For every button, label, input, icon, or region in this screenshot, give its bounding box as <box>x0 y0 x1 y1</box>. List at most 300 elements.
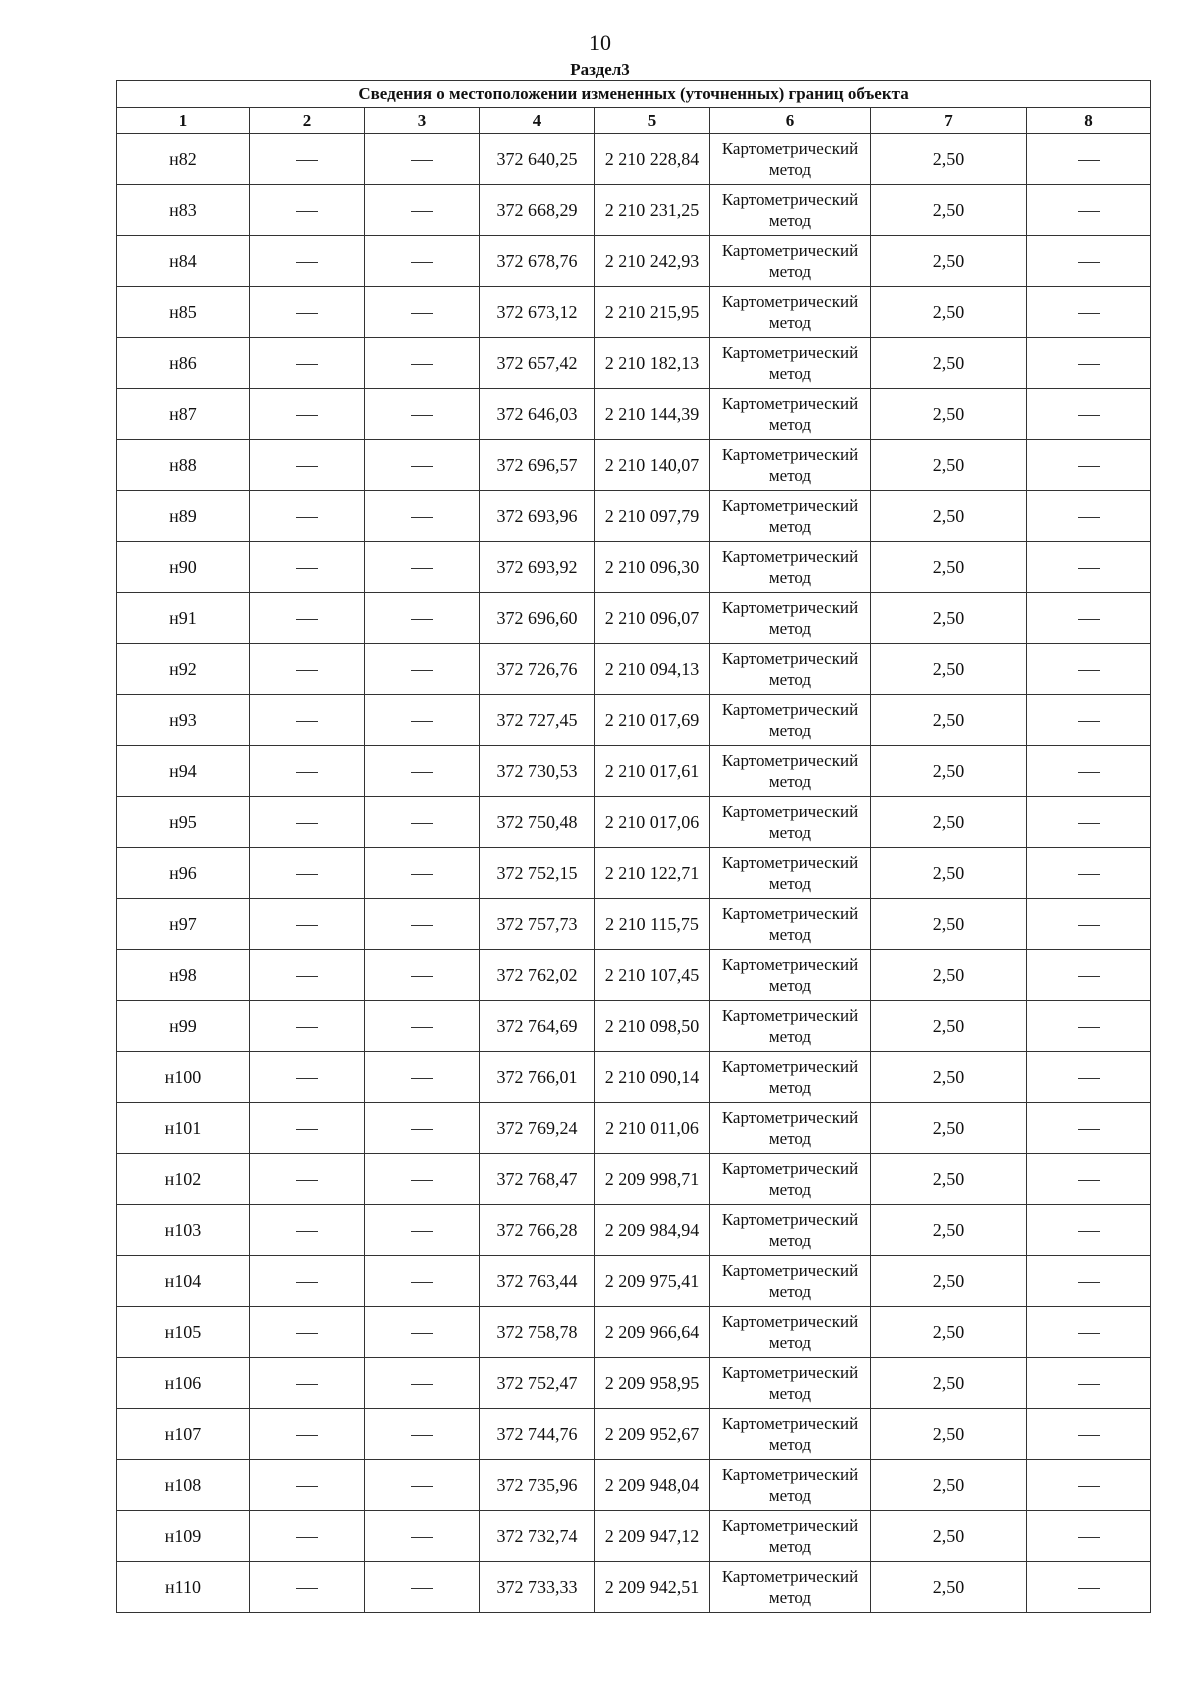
dash-mark <box>296 1078 318 1079</box>
empty-cell <box>1027 1358 1151 1409</box>
table-row <box>117 899 1151 950</box>
empty-cell <box>1027 1052 1151 1103</box>
boundary-coordinates-table <box>116 80 1151 1613</box>
x-coordinate: 372 693,92 <box>480 542 595 593</box>
x-coordinate: 372 744,76 <box>480 1409 595 1460</box>
empty-cell <box>365 950 480 1001</box>
x-coordinate: 372 733,33 <box>480 1562 595 1613</box>
empty-cell <box>1027 899 1151 950</box>
accuracy-value: 2,50 <box>871 440 1027 491</box>
x-coordinate: 372 640,25 <box>480 134 595 185</box>
y-coordinate: 2 210 144,39 <box>595 389 710 440</box>
empty-cell <box>365 848 480 899</box>
determination-method: Картометрический метод <box>710 950 871 1001</box>
empty-cell <box>250 1001 365 1052</box>
determination-method: Картометрический метод <box>710 1511 871 1562</box>
table-row <box>117 338 1151 389</box>
empty-cell <box>1027 1460 1151 1511</box>
empty-cell <box>1027 389 1151 440</box>
dash-mark <box>1078 211 1100 212</box>
point-name: н104 <box>117 1256 250 1307</box>
point-name: н89 <box>117 491 250 542</box>
determination-method: Картометрический метод <box>710 1409 871 1460</box>
dash-mark <box>411 1537 433 1538</box>
point-name: н107 <box>117 1409 250 1460</box>
dash-mark <box>296 466 318 467</box>
empty-cell <box>250 746 365 797</box>
empty-cell <box>250 899 365 950</box>
x-coordinate: 372 657,42 <box>480 338 595 389</box>
dash-mark <box>1078 823 1100 824</box>
determination-method: Картометрический метод <box>710 389 871 440</box>
dash-mark <box>296 415 318 416</box>
table-row <box>117 644 1151 695</box>
dash-mark <box>411 772 433 773</box>
accuracy-value: 2,50 <box>871 389 1027 440</box>
x-coordinate: 372 668,29 <box>480 185 595 236</box>
point-name: н109 <box>117 1511 250 1562</box>
dash-mark <box>296 619 318 620</box>
empty-cell <box>1027 797 1151 848</box>
accuracy-value: 2,50 <box>871 1358 1027 1409</box>
dash-mark <box>1078 976 1100 977</box>
table-row <box>117 593 1151 644</box>
dash-mark <box>411 1129 433 1130</box>
dash-mark <box>1078 1027 1100 1028</box>
dash-mark <box>1078 1180 1100 1181</box>
dash-mark <box>411 1435 433 1436</box>
dash-mark <box>296 1027 318 1028</box>
dash-mark <box>1078 1231 1100 1232</box>
point-name: н100 <box>117 1052 250 1103</box>
x-coordinate: 372 726,76 <box>480 644 595 695</box>
y-coordinate: 2 209 952,67 <box>595 1409 710 1460</box>
dash-mark <box>1078 415 1100 416</box>
table-row <box>117 1052 1151 1103</box>
empty-cell <box>365 746 480 797</box>
dash-mark <box>411 619 433 620</box>
x-coordinate: 372 727,45 <box>480 695 595 746</box>
y-coordinate: 2 209 998,71 <box>595 1154 710 1205</box>
table-row <box>117 389 1151 440</box>
dash-mark <box>296 1588 318 1589</box>
table-row <box>117 1307 1151 1358</box>
determination-method: Картометрический метод <box>710 797 871 848</box>
empty-cell <box>1027 1256 1151 1307</box>
dash-mark <box>296 1282 318 1283</box>
empty-cell <box>365 899 480 950</box>
point-name: н101 <box>117 1103 250 1154</box>
accuracy-value: 2,50 <box>871 134 1027 185</box>
empty-cell <box>250 695 365 746</box>
x-coordinate: 372 758,78 <box>480 1307 595 1358</box>
determination-method: Картометрический метод <box>710 287 871 338</box>
dash-mark <box>1078 1129 1100 1130</box>
x-coordinate: 372 678,76 <box>480 236 595 287</box>
empty-cell <box>250 1052 365 1103</box>
y-coordinate: 2 210 017,61 <box>595 746 710 797</box>
determination-method: Картометрический метод <box>710 848 871 899</box>
empty-cell <box>250 1358 365 1409</box>
determination-method: Картометрический метод <box>710 542 871 593</box>
table-row <box>117 1511 1151 1562</box>
dash-mark <box>1078 568 1100 569</box>
determination-method: Картометрический метод <box>710 1307 871 1358</box>
empty-cell <box>250 1256 365 1307</box>
y-coordinate: 2 210 096,07 <box>595 593 710 644</box>
empty-cell <box>1027 950 1151 1001</box>
dash-mark <box>296 1384 318 1385</box>
dash-mark <box>1078 772 1100 773</box>
x-coordinate: 372 693,96 <box>480 491 595 542</box>
accuracy-value: 2,50 <box>871 287 1027 338</box>
empty-cell <box>365 1358 480 1409</box>
empty-cell <box>250 134 365 185</box>
dash-mark <box>411 415 433 416</box>
dash-mark <box>1078 313 1100 314</box>
dash-mark <box>411 466 433 467</box>
empty-cell <box>365 1409 480 1460</box>
determination-method: Картометрический метод <box>710 491 871 542</box>
y-coordinate: 2 210 182,13 <box>595 338 710 389</box>
accuracy-value: 2,50 <box>871 797 1027 848</box>
point-name: н110 <box>117 1562 250 1613</box>
table-row <box>117 1154 1151 1205</box>
dash-mark <box>1078 1588 1100 1589</box>
determination-method: Картометрический метод <box>710 1256 871 1307</box>
x-coordinate: 372 764,69 <box>480 1001 595 1052</box>
empty-cell <box>1027 185 1151 236</box>
dash-mark <box>1078 1282 1100 1283</box>
accuracy-value: 2,50 <box>871 1511 1027 1562</box>
empty-cell <box>365 695 480 746</box>
point-name: н91 <box>117 593 250 644</box>
determination-method: Картометрический метод <box>710 338 871 389</box>
accuracy-value: 2,50 <box>871 1307 1027 1358</box>
point-name: н92 <box>117 644 250 695</box>
x-coordinate: 372 696,60 <box>480 593 595 644</box>
empty-cell <box>250 287 365 338</box>
determination-method: Картометрический метод <box>710 1460 871 1511</box>
empty-cell <box>250 1460 365 1511</box>
empty-cell <box>365 1154 480 1205</box>
empty-cell <box>1027 542 1151 593</box>
accuracy-value: 2,50 <box>871 1562 1027 1613</box>
empty-cell <box>365 1511 480 1562</box>
empty-cell <box>1027 1562 1151 1613</box>
empty-cell <box>365 1103 480 1154</box>
table-row <box>117 1205 1151 1256</box>
y-coordinate: 2 209 984,94 <box>595 1205 710 1256</box>
empty-cell <box>365 542 480 593</box>
accuracy-value: 2,50 <box>871 695 1027 746</box>
accuracy-value: 2,50 <box>871 1103 1027 1154</box>
dash-mark <box>1078 160 1100 161</box>
empty-cell <box>250 1511 365 1562</box>
dash-mark <box>411 517 433 518</box>
dash-mark <box>1078 262 1100 263</box>
dash-mark <box>296 772 318 773</box>
empty-cell <box>250 1103 365 1154</box>
empty-cell <box>365 797 480 848</box>
empty-cell <box>365 1052 480 1103</box>
empty-cell <box>365 440 480 491</box>
x-coordinate: 372 735,96 <box>480 1460 595 1511</box>
y-coordinate: 2 210 011,06 <box>595 1103 710 1154</box>
table-row <box>117 1103 1151 1154</box>
dash-mark <box>296 517 318 518</box>
accuracy-value: 2,50 <box>871 1460 1027 1511</box>
empty-cell <box>1027 1511 1151 1562</box>
dash-mark <box>1078 1537 1100 1538</box>
empty-cell <box>250 1409 365 1460</box>
x-coordinate: 372 763,44 <box>480 1256 595 1307</box>
point-name: н93 <box>117 695 250 746</box>
table-row <box>117 185 1151 236</box>
y-coordinate: 2 210 140,07 <box>595 440 710 491</box>
dash-mark <box>411 823 433 824</box>
y-coordinate: 2 210 242,93 <box>595 236 710 287</box>
dash-mark <box>1078 517 1100 518</box>
y-coordinate: 2 210 090,14 <box>595 1052 710 1103</box>
dash-mark <box>296 211 318 212</box>
table-row <box>117 1256 1151 1307</box>
table-caption: Сведения о местоположении измененных (уточненных) границ объекта <box>117 81 1151 108</box>
accuracy-value: 2,50 <box>871 491 1027 542</box>
dash-mark <box>296 1129 318 1130</box>
accuracy-value: 2,50 <box>871 1154 1027 1205</box>
x-coordinate: 372 730,53 <box>480 746 595 797</box>
point-name: н82 <box>117 134 250 185</box>
dash-mark <box>296 874 318 875</box>
empty-cell <box>1027 1307 1151 1358</box>
empty-cell <box>1027 848 1151 899</box>
empty-cell <box>250 593 365 644</box>
y-coordinate: 2 210 228,84 <box>595 134 710 185</box>
column-number: 1 <box>117 108 250 134</box>
accuracy-value: 2,50 <box>871 1205 1027 1256</box>
determination-method: Картометрический метод <box>710 593 871 644</box>
determination-method: Картометрический метод <box>710 1001 871 1052</box>
dash-mark <box>296 364 318 365</box>
dash-mark <box>411 670 433 671</box>
empty-cell <box>250 236 365 287</box>
empty-cell <box>1027 644 1151 695</box>
y-coordinate: 2 209 948,04 <box>595 1460 710 1511</box>
table-row <box>117 440 1151 491</box>
empty-cell <box>1027 746 1151 797</box>
empty-cell <box>365 1256 480 1307</box>
empty-cell <box>365 1001 480 1052</box>
empty-cell <box>365 389 480 440</box>
dash-mark <box>411 262 433 263</box>
empty-cell <box>365 236 480 287</box>
dash-mark <box>296 925 318 926</box>
empty-cell <box>1027 338 1151 389</box>
dash-mark <box>411 721 433 722</box>
dash-mark <box>1078 466 1100 467</box>
dash-mark <box>1078 364 1100 365</box>
empty-cell <box>250 797 365 848</box>
empty-cell <box>1027 1409 1151 1460</box>
point-name: н94 <box>117 746 250 797</box>
y-coordinate: 2 210 094,13 <box>595 644 710 695</box>
y-coordinate: 2 210 231,25 <box>595 185 710 236</box>
determination-method: Картометрический метод <box>710 440 871 491</box>
dash-mark <box>296 1537 318 1538</box>
table-row <box>117 491 1151 542</box>
y-coordinate: 2 209 947,12 <box>595 1511 710 1562</box>
page-number: 10 <box>589 30 611 55</box>
determination-method: Картометрический метод <box>710 899 871 950</box>
determination-method: Картометрический метод <box>710 1052 871 1103</box>
x-coordinate: 372 673,12 <box>480 287 595 338</box>
accuracy-value: 2,50 <box>871 1001 1027 1052</box>
table-row <box>117 134 1151 185</box>
empty-cell <box>1027 1205 1151 1256</box>
dash-mark <box>411 313 433 314</box>
empty-cell <box>365 287 480 338</box>
accuracy-value: 2,50 <box>871 236 1027 287</box>
point-name: н99 <box>117 1001 250 1052</box>
table-row <box>117 797 1151 848</box>
empty-cell <box>365 491 480 542</box>
x-coordinate: 372 757,73 <box>480 899 595 950</box>
y-coordinate: 2 210 098,50 <box>595 1001 710 1052</box>
dash-mark <box>411 874 433 875</box>
table-row <box>117 287 1151 338</box>
dash-mark <box>411 1486 433 1487</box>
y-coordinate: 2 210 017,69 <box>595 695 710 746</box>
accuracy-value: 2,50 <box>871 1256 1027 1307</box>
empty-cell <box>365 1205 480 1256</box>
determination-method: Картометрический метод <box>710 1562 871 1613</box>
x-coordinate: 372 732,74 <box>480 1511 595 1562</box>
dash-mark <box>1078 1384 1100 1385</box>
empty-cell <box>1027 593 1151 644</box>
empty-cell <box>1027 491 1151 542</box>
empty-cell <box>250 542 365 593</box>
dash-mark <box>296 1333 318 1334</box>
point-name: н103 <box>117 1205 250 1256</box>
dash-mark <box>1078 1333 1100 1334</box>
empty-cell <box>1027 134 1151 185</box>
empty-cell <box>1027 440 1151 491</box>
dash-mark <box>296 976 318 977</box>
accuracy-value: 2,50 <box>871 950 1027 1001</box>
x-coordinate: 372 762,02 <box>480 950 595 1001</box>
accuracy-value: 2,50 <box>871 185 1027 236</box>
accuracy-value: 2,50 <box>871 542 1027 593</box>
x-coordinate: 372 752,15 <box>480 848 595 899</box>
dash-mark <box>411 568 433 569</box>
column-number: 5 <box>595 108 710 134</box>
determination-method: Картометрический метод <box>710 134 871 185</box>
table-row <box>117 1460 1151 1511</box>
point-name: н98 <box>117 950 250 1001</box>
x-coordinate: 372 766,28 <box>480 1205 595 1256</box>
column-number: 3 <box>365 108 480 134</box>
column-number: 2 <box>250 108 365 134</box>
accuracy-value: 2,50 <box>871 644 1027 695</box>
accuracy-value: 2,50 <box>871 593 1027 644</box>
y-coordinate: 2 210 215,95 <box>595 287 710 338</box>
point-name: н83 <box>117 185 250 236</box>
table-row <box>117 950 1151 1001</box>
empty-cell <box>365 1307 480 1358</box>
empty-cell <box>250 1562 365 1613</box>
dash-mark <box>1078 925 1100 926</box>
x-coordinate: 372 646,03 <box>480 389 595 440</box>
dash-mark <box>296 823 318 824</box>
empty-cell <box>365 185 480 236</box>
empty-cell <box>250 1205 365 1256</box>
empty-cell <box>365 338 480 389</box>
point-name: н85 <box>117 287 250 338</box>
dash-mark <box>296 1435 318 1436</box>
point-name: н84 <box>117 236 250 287</box>
table-row <box>117 848 1151 899</box>
dash-mark <box>411 1231 433 1232</box>
y-coordinate: 2 210 097,79 <box>595 491 710 542</box>
accuracy-value: 2,50 <box>871 899 1027 950</box>
x-coordinate: 372 768,47 <box>480 1154 595 1205</box>
x-coordinate: 372 766,01 <box>480 1052 595 1103</box>
determination-method: Картометрический метод <box>710 695 871 746</box>
point-name: н96 <box>117 848 250 899</box>
dash-mark <box>411 211 433 212</box>
x-coordinate: 372 752,47 <box>480 1358 595 1409</box>
table-row <box>117 746 1151 797</box>
empty-cell <box>250 1307 365 1358</box>
empty-cell <box>365 134 480 185</box>
determination-method: Картометрический метод <box>710 1154 871 1205</box>
y-coordinate: 2 209 966,64 <box>595 1307 710 1358</box>
y-coordinate: 2 210 017,06 <box>595 797 710 848</box>
column-number: 6 <box>710 108 871 134</box>
empty-cell <box>1027 1154 1151 1205</box>
dash-mark <box>296 721 318 722</box>
accuracy-value: 2,50 <box>871 848 1027 899</box>
dash-mark <box>411 976 433 977</box>
point-name: н90 <box>117 542 250 593</box>
empty-cell <box>365 1460 480 1511</box>
determination-method: Картометрический метод <box>710 1358 871 1409</box>
table-row <box>117 1562 1151 1613</box>
point-name: н108 <box>117 1460 250 1511</box>
dash-mark <box>411 1384 433 1385</box>
dash-mark <box>1078 619 1100 620</box>
empty-cell <box>1027 236 1151 287</box>
y-coordinate: 2 210 115,75 <box>595 899 710 950</box>
point-name: н97 <box>117 899 250 950</box>
dash-mark <box>411 1078 433 1079</box>
empty-cell <box>250 1154 365 1205</box>
dash-mark <box>411 364 433 365</box>
y-coordinate: 2 210 107,45 <box>595 950 710 1001</box>
section-title: Раздел3 <box>570 60 630 79</box>
table-row <box>117 236 1151 287</box>
empty-cell <box>250 491 365 542</box>
dash-mark <box>1078 1078 1100 1079</box>
empty-cell <box>1027 1001 1151 1052</box>
point-name: н106 <box>117 1358 250 1409</box>
empty-cell <box>1027 695 1151 746</box>
point-name: н102 <box>117 1154 250 1205</box>
empty-cell <box>250 848 365 899</box>
empty-cell <box>250 338 365 389</box>
x-coordinate: 372 750,48 <box>480 797 595 848</box>
